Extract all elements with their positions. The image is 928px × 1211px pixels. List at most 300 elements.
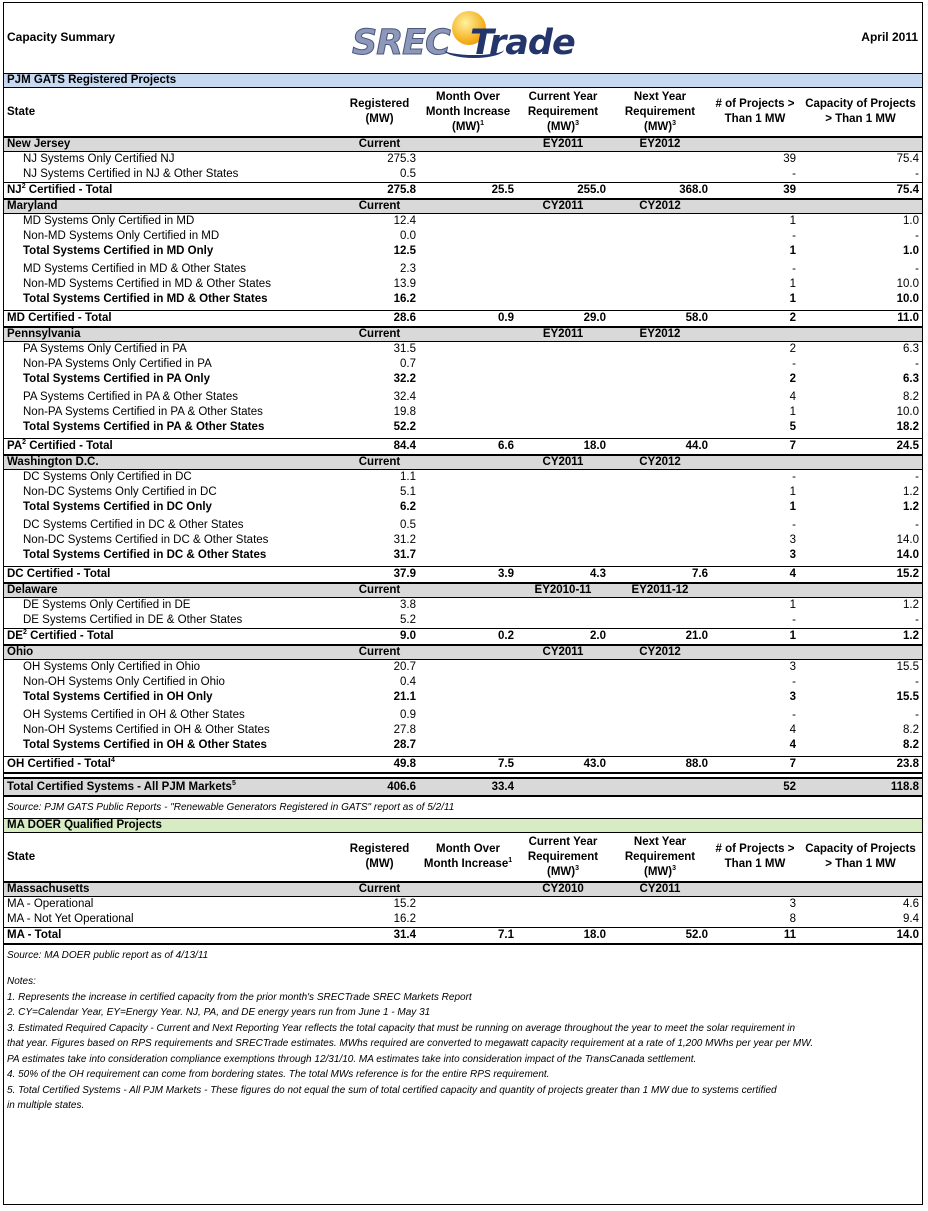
row-current xyxy=(517,660,609,676)
row-next xyxy=(609,708,711,723)
col-registered: Registered (MW) xyxy=(349,843,410,870)
subtotal-row xyxy=(4,420,922,435)
row-registered: 49.8 xyxy=(340,757,419,774)
row-label: Total Systems Certified in DC & Other States xyxy=(23,549,267,561)
row-mom: 0.9 xyxy=(419,311,517,328)
next-year-label: EY2012 xyxy=(609,327,711,342)
table-row xyxy=(4,357,922,372)
row-projects: - xyxy=(792,614,796,626)
row-registered: 21.1 xyxy=(393,691,416,703)
row-next xyxy=(609,167,711,183)
row-label: MA - Total xyxy=(4,928,340,945)
row-current xyxy=(517,342,609,358)
row-current xyxy=(517,390,609,405)
row-projects: 1 xyxy=(789,501,796,513)
row-registered: 13.9 xyxy=(393,278,416,290)
row-mom xyxy=(419,690,517,705)
row-registered: 0.5 xyxy=(400,519,416,531)
table-row xyxy=(4,214,922,230)
row-projects: 3 xyxy=(789,898,796,910)
empty-cell xyxy=(419,455,517,470)
row-registered: 31.4 xyxy=(340,928,419,945)
row-current xyxy=(517,690,609,705)
row-projects: 3 xyxy=(789,691,796,703)
row-registered: 0.5 xyxy=(400,168,416,180)
table-row xyxy=(4,390,922,405)
state-name: Ohio xyxy=(4,645,340,660)
row-capacity: 8.2 xyxy=(903,724,919,736)
row-registered: 32.2 xyxy=(393,373,416,385)
row-next xyxy=(609,723,711,738)
row-projects: 3 xyxy=(789,549,796,561)
row-registered: 31.5 xyxy=(393,343,416,355)
row-label: Non-PA Systems Only Certified in PA xyxy=(23,358,212,370)
row-projects: 1 xyxy=(789,245,796,257)
note-line: 4. 50% of the OH requirement can come from bordering states. The total MWs reference is for the entire RPS requirement. xyxy=(7,1069,550,1080)
row-registered: 1.1 xyxy=(400,471,416,483)
row-label: DE Systems Certified in DE & Other States xyxy=(23,614,243,626)
row-current xyxy=(517,372,609,387)
row-next xyxy=(609,470,711,486)
row-next xyxy=(609,660,711,676)
row-registered: 0.9 xyxy=(400,709,416,721)
row-projects: 7 xyxy=(711,439,799,456)
state-header-row xyxy=(4,199,922,214)
row-mom xyxy=(419,708,517,723)
row-mom xyxy=(419,214,517,230)
row-projects: 3 xyxy=(789,534,796,546)
row-current xyxy=(517,485,609,500)
row-mom xyxy=(419,357,517,372)
row-registered: 0.7 xyxy=(400,358,416,370)
row-current xyxy=(517,897,609,913)
row-label: NJ Systems Only Certified NJ xyxy=(23,153,175,165)
row-current xyxy=(517,675,609,690)
row-capacity: 9.4 xyxy=(903,913,919,925)
row-capacity: 15.2 xyxy=(799,567,922,584)
empty-cell xyxy=(419,645,517,660)
empty-cell xyxy=(711,455,799,470)
ma-table xyxy=(4,833,922,945)
row-registered: 9.0 xyxy=(340,629,419,646)
row-registered: 52.2 xyxy=(393,421,416,433)
row-projects: 4 xyxy=(789,724,796,736)
notes-heading: Notes: xyxy=(7,976,36,987)
row-label: Non-OH Systems Certified in OH & Other States xyxy=(23,724,270,736)
row-label: PA Systems Certified in PA & Other States xyxy=(23,391,238,403)
note-line: in multiple states. xyxy=(7,1100,85,1111)
row-mom xyxy=(419,152,517,168)
row-next xyxy=(609,244,711,259)
row-label: $PA^2$ Certified - Total xyxy=(4,439,340,456)
empty-cell xyxy=(419,137,517,152)
row-current xyxy=(517,613,609,629)
row-mom xyxy=(419,390,517,405)
row-current xyxy=(517,244,609,259)
row-projects: 1 xyxy=(789,406,796,418)
row-mom: 0.2 xyxy=(419,629,517,646)
table-row xyxy=(4,613,922,629)
col-projects: # of Projects > Than 1 MW xyxy=(715,98,795,125)
table-row xyxy=(4,675,922,690)
note-line: 2. CY=Calendar Year, EY=Energy Year. NJ, PA, and DE energy years run from June 1 - May 31 xyxy=(7,1007,431,1018)
row-next xyxy=(609,214,711,230)
row-mom xyxy=(419,167,517,183)
row-registered: 0.4 xyxy=(400,676,416,688)
next-year-label: CY2012 xyxy=(609,455,711,470)
row-next: 368.0 xyxy=(609,183,711,200)
col-registered: Registered (MW) xyxy=(349,98,410,125)
col-mom: Month Over Month Increase$^1$ xyxy=(423,843,513,870)
row-projects: 4 xyxy=(711,567,799,584)
row-mom xyxy=(419,660,517,676)
row-current xyxy=(517,723,609,738)
row-mom xyxy=(419,912,517,928)
note-line: that year. Figures based on RPS requirements and SRECTrade estimates. MWhs required are converted to megawatt capacity requirement at a rate of 1,200 MWhs per year per MW. xyxy=(7,1038,814,1049)
row-capacity: 6.3 xyxy=(903,373,919,385)
row-capacity: 1.2 xyxy=(903,486,919,498)
row-current xyxy=(517,420,609,435)
col-capacity: Capacity of Projects > Than 1 MW xyxy=(805,98,916,125)
row-capacity: 8.2 xyxy=(903,739,919,751)
row-capacity: 14.0 xyxy=(896,534,919,546)
state-header-row xyxy=(4,455,922,470)
row-next xyxy=(609,277,711,292)
row-projects: 1 xyxy=(789,215,796,227)
state-total-row xyxy=(4,311,922,328)
state-name: Maryland xyxy=(4,199,340,214)
row-projects: 52 xyxy=(711,778,799,796)
row-capacity: - xyxy=(915,519,919,531)
row-label: Total Certified Systems - All PJM Markets$^5$ xyxy=(4,778,340,796)
row-registered: 0.0 xyxy=(400,230,416,242)
row-label: OH Systems Only Certified in Ohio xyxy=(23,661,201,673)
current-year-label: EY2010-11 xyxy=(517,583,609,598)
row-label: MA - Operational xyxy=(7,898,94,910)
row-current xyxy=(517,405,609,420)
row-current xyxy=(517,548,609,563)
row-label: NJ Systems Certified in NJ & Other States xyxy=(23,168,239,180)
row-capacity: - xyxy=(915,358,919,370)
row-registered: 32.4 xyxy=(393,391,416,403)
row-label: DE Systems Only Certified in DE xyxy=(23,599,191,611)
state-name: Washington D.C. xyxy=(4,455,340,470)
row-current xyxy=(517,262,609,277)
row-next xyxy=(609,675,711,690)
row-current xyxy=(517,292,609,307)
row-next xyxy=(609,598,711,614)
row-mom: 7.1 xyxy=(419,928,517,945)
col-current-req: Current Year Requirement (MW)$^3$ xyxy=(527,90,599,133)
row-next xyxy=(609,405,711,420)
row-current xyxy=(517,214,609,230)
col-next-req: Next Year Requirement (MW)$^3$ xyxy=(624,90,696,133)
row-next: 21.0 xyxy=(609,629,711,646)
row-mom xyxy=(419,277,517,292)
empty-cell xyxy=(419,327,517,342)
ma-source-note: Source: MA DOER public report as of 4/13/11 xyxy=(7,950,209,961)
current-year-label: CY2011 xyxy=(517,455,609,470)
row-capacity: 15.5 xyxy=(896,691,919,703)
row-next: 7.6 xyxy=(609,567,711,584)
empty-cell xyxy=(799,455,922,470)
row-capacity: 1.0 xyxy=(903,245,919,257)
empty-cell xyxy=(799,645,922,660)
state-header-row xyxy=(4,645,922,660)
row-projects: - xyxy=(792,676,796,688)
row-registered: 15.2 xyxy=(393,898,416,910)
col-current-req: Current Year Requirement (MW)$^3$ xyxy=(527,835,599,878)
empty-cell xyxy=(799,583,922,598)
row-next xyxy=(609,690,711,705)
logo-text-srec: SREC xyxy=(352,23,450,63)
row-capacity: 15.5 xyxy=(896,661,919,673)
footnotes xyxy=(4,974,922,1114)
row-mom: 7.5 xyxy=(419,757,517,774)
row-registered: 12.5 xyxy=(393,245,416,257)
state-total-row xyxy=(4,439,922,456)
row-projects: 39 xyxy=(783,153,796,165)
row-mom: 6.6 xyxy=(419,439,517,456)
row-registered: 28.7 xyxy=(393,739,416,751)
capacity-summary-page xyxy=(3,2,923,1205)
subtotal-row xyxy=(4,690,922,705)
state-name: New Jersey xyxy=(4,137,340,152)
empty-cell xyxy=(799,327,922,342)
row-projects: - xyxy=(792,709,796,721)
state-name: Pennsylvania xyxy=(4,327,340,342)
row-projects: - xyxy=(792,263,796,275)
row-next xyxy=(609,152,711,168)
row-registered: 5.1 xyxy=(400,486,416,498)
row-registered: 2.3 xyxy=(400,263,416,275)
row-label: MD Systems Only Certified in MD xyxy=(23,215,195,227)
row-current xyxy=(517,277,609,292)
row-mom xyxy=(419,598,517,614)
row-projects: 1 xyxy=(789,486,796,498)
row-label: Non-MD Systems Certified in MD & Other States xyxy=(23,278,271,290)
empty-cell xyxy=(711,583,799,598)
row-next xyxy=(609,912,711,928)
table-row xyxy=(4,229,922,244)
row-capacity: 10.0 xyxy=(896,293,919,305)
row-current: 18.0 xyxy=(517,439,609,456)
row-next: 88.0 xyxy=(609,757,711,774)
table-row xyxy=(4,723,922,738)
row-projects: 39 xyxy=(711,183,799,200)
empty-cell xyxy=(799,199,922,214)
row-mom xyxy=(419,372,517,387)
row-capacity: 6.3 xyxy=(903,343,919,355)
row-projects: 7 xyxy=(711,757,799,774)
row-projects: 1 xyxy=(789,293,796,305)
next-year-label: EY2011-12 xyxy=(609,583,711,598)
table-row xyxy=(4,167,922,183)
ma-total-row xyxy=(4,928,922,945)
row-current: 255.0 xyxy=(517,183,609,200)
row-registered: 5.2 xyxy=(400,614,416,626)
row-current xyxy=(517,533,609,548)
row-next xyxy=(609,778,711,796)
row-registered: 16.2 xyxy=(393,293,416,305)
ma-section-title: MA DOER Qualified Projects xyxy=(4,818,922,833)
table-row xyxy=(4,660,922,676)
row-mom xyxy=(419,420,517,435)
row-label: $DE^2$ Certified - Total xyxy=(4,629,340,646)
current-year-label: EY2011 xyxy=(517,327,609,342)
empty-cell xyxy=(419,583,517,598)
row-mom xyxy=(419,738,517,753)
row-mom xyxy=(419,548,517,563)
row-label: Total Systems Certified in OH & Other States xyxy=(23,739,267,751)
note-line: 5. Total Certified Systems - All PJM Markets - These figures do not equal the sum of total certified capacity and quantity of projects greater than 1 MW due to systems certified xyxy=(7,1084,777,1096)
state-total-row xyxy=(4,183,922,200)
next-year-label: CY2012 xyxy=(609,199,711,214)
row-capacity: 1.2 xyxy=(903,501,919,513)
subtotal-row xyxy=(4,244,922,259)
pjm-column-headers xyxy=(4,88,922,137)
row-label: MD Certified - Total xyxy=(4,311,340,328)
row-label: Non-PA Systems Certified in PA & Other States xyxy=(23,406,263,418)
table-row xyxy=(4,152,922,168)
row-registered: 28.6 xyxy=(340,311,419,328)
srectrade-logo xyxy=(352,11,597,66)
row-next: 44.0 xyxy=(609,439,711,456)
row-registered: 37.9 xyxy=(340,567,419,584)
table-row xyxy=(4,485,922,500)
empty-cell xyxy=(799,137,922,152)
row-registered: 275.3 xyxy=(387,153,416,165)
row-label: Non-OH Systems Only Certified in Ohio xyxy=(23,676,225,688)
row-capacity: 8.2 xyxy=(903,391,919,403)
row-current xyxy=(517,518,609,533)
row-label: OH Certified - Total$^4$ xyxy=(4,757,340,774)
row-label: Total Systems Certified in PA & Other States xyxy=(23,421,265,433)
row-projects: 2 xyxy=(711,311,799,328)
row-next: 58.0 xyxy=(609,311,711,328)
row-current xyxy=(517,470,609,486)
table-row xyxy=(4,262,922,277)
pjm-source-note: Source: PJM GATS Public Reports - "Renewable Generators Registered in GATS" report as of 5/2/11 xyxy=(7,802,455,813)
row-current xyxy=(517,167,609,183)
row-registered: 12.4 xyxy=(393,215,416,227)
subtotal-row xyxy=(4,500,922,515)
row-current: 29.0 xyxy=(517,311,609,328)
current-label: Current xyxy=(340,327,419,342)
row-projects: - xyxy=(792,358,796,370)
row-projects: - xyxy=(792,230,796,242)
row-registered: 3.8 xyxy=(400,599,416,611)
row-capacity: - xyxy=(915,471,919,483)
row-mom xyxy=(419,485,517,500)
note-line: PA estimates take into consideration compliance exemptions through 12/31/10. MA estimates take into consideration impact of the TransCanada settlement. xyxy=(7,1053,697,1065)
row-label: Total Systems Certified in MD & Other States xyxy=(23,293,268,305)
row-registered: 19.8 xyxy=(393,406,416,418)
row-projects: 8 xyxy=(789,913,796,925)
row-mom xyxy=(419,470,517,486)
row-mom xyxy=(419,405,517,420)
row-next xyxy=(609,372,711,387)
row-label: MA - Not Yet Operational xyxy=(7,913,134,925)
row-next xyxy=(609,420,711,435)
table-row xyxy=(4,405,922,420)
row-mom xyxy=(419,723,517,738)
row-mom xyxy=(419,675,517,690)
logo-text-trade: Trade xyxy=(470,23,575,63)
subtotal-row xyxy=(4,738,922,753)
row-projects: 2 xyxy=(789,373,796,385)
current-year-label: EY2011 xyxy=(517,137,609,152)
col-next-req: Next Year Requirement (MW)$^3$ xyxy=(624,835,696,878)
empty-cell xyxy=(711,645,799,660)
row-current xyxy=(517,708,609,723)
current-label: Current xyxy=(340,199,419,214)
row-mom xyxy=(419,244,517,259)
row-label: DC Systems Only Certified in DC xyxy=(23,471,192,483)
row-mom xyxy=(419,500,517,515)
row-label: Non-DC Systems Certified in DC & Other States xyxy=(23,534,269,546)
row-registered: 31.2 xyxy=(393,534,416,546)
state-header-row xyxy=(4,583,922,598)
row-mom xyxy=(419,613,517,629)
row-projects: - xyxy=(792,471,796,483)
row-projects: 4 xyxy=(789,739,796,751)
row-mom xyxy=(419,292,517,307)
row-capacity: 4.6 xyxy=(903,898,919,910)
row-capacity: 10.0 xyxy=(896,278,919,290)
row-capacity: - xyxy=(915,614,919,626)
table-row xyxy=(4,518,922,533)
row-mom: 33.4 xyxy=(419,778,517,796)
subtotal-row xyxy=(4,372,922,387)
row-next xyxy=(609,500,711,515)
row-current xyxy=(517,738,609,753)
row-projects: 2 xyxy=(789,343,796,355)
col-projects: # of Projects > Than 1 MW xyxy=(715,843,795,870)
row-next xyxy=(609,342,711,358)
row-current xyxy=(517,357,609,372)
ma-column-headers xyxy=(4,833,922,882)
current-year-label: CY2011 xyxy=(517,199,609,214)
row-mom xyxy=(419,342,517,358)
row-next xyxy=(609,357,711,372)
row-label: Total Systems Certified in PA Only xyxy=(23,373,211,385)
row-registered: 6.2 xyxy=(400,501,416,513)
row-mom xyxy=(419,518,517,533)
report-header xyxy=(4,3,922,73)
row-projects: 4 xyxy=(789,391,796,403)
row-mom xyxy=(419,262,517,277)
row-capacity: - xyxy=(915,263,919,275)
row-capacity: 24.5 xyxy=(799,439,922,456)
row-mom xyxy=(419,533,517,548)
table-row xyxy=(4,897,922,913)
table-row xyxy=(4,277,922,292)
current-label: Current xyxy=(340,882,419,897)
row-next xyxy=(609,533,711,548)
row-label: Non-DC Systems Only Certified in DC xyxy=(23,486,217,498)
row-next xyxy=(609,485,711,500)
row-current xyxy=(517,152,609,168)
row-current xyxy=(517,500,609,515)
next-year-label: EY2012 xyxy=(609,137,711,152)
row-current: 4.3 xyxy=(517,567,609,584)
row-label: DC Certified - Total xyxy=(4,567,340,584)
empty-cell xyxy=(711,199,799,214)
subtotal-row xyxy=(4,292,922,307)
row-capacity: - xyxy=(915,230,919,242)
current-label: Current xyxy=(340,137,419,152)
